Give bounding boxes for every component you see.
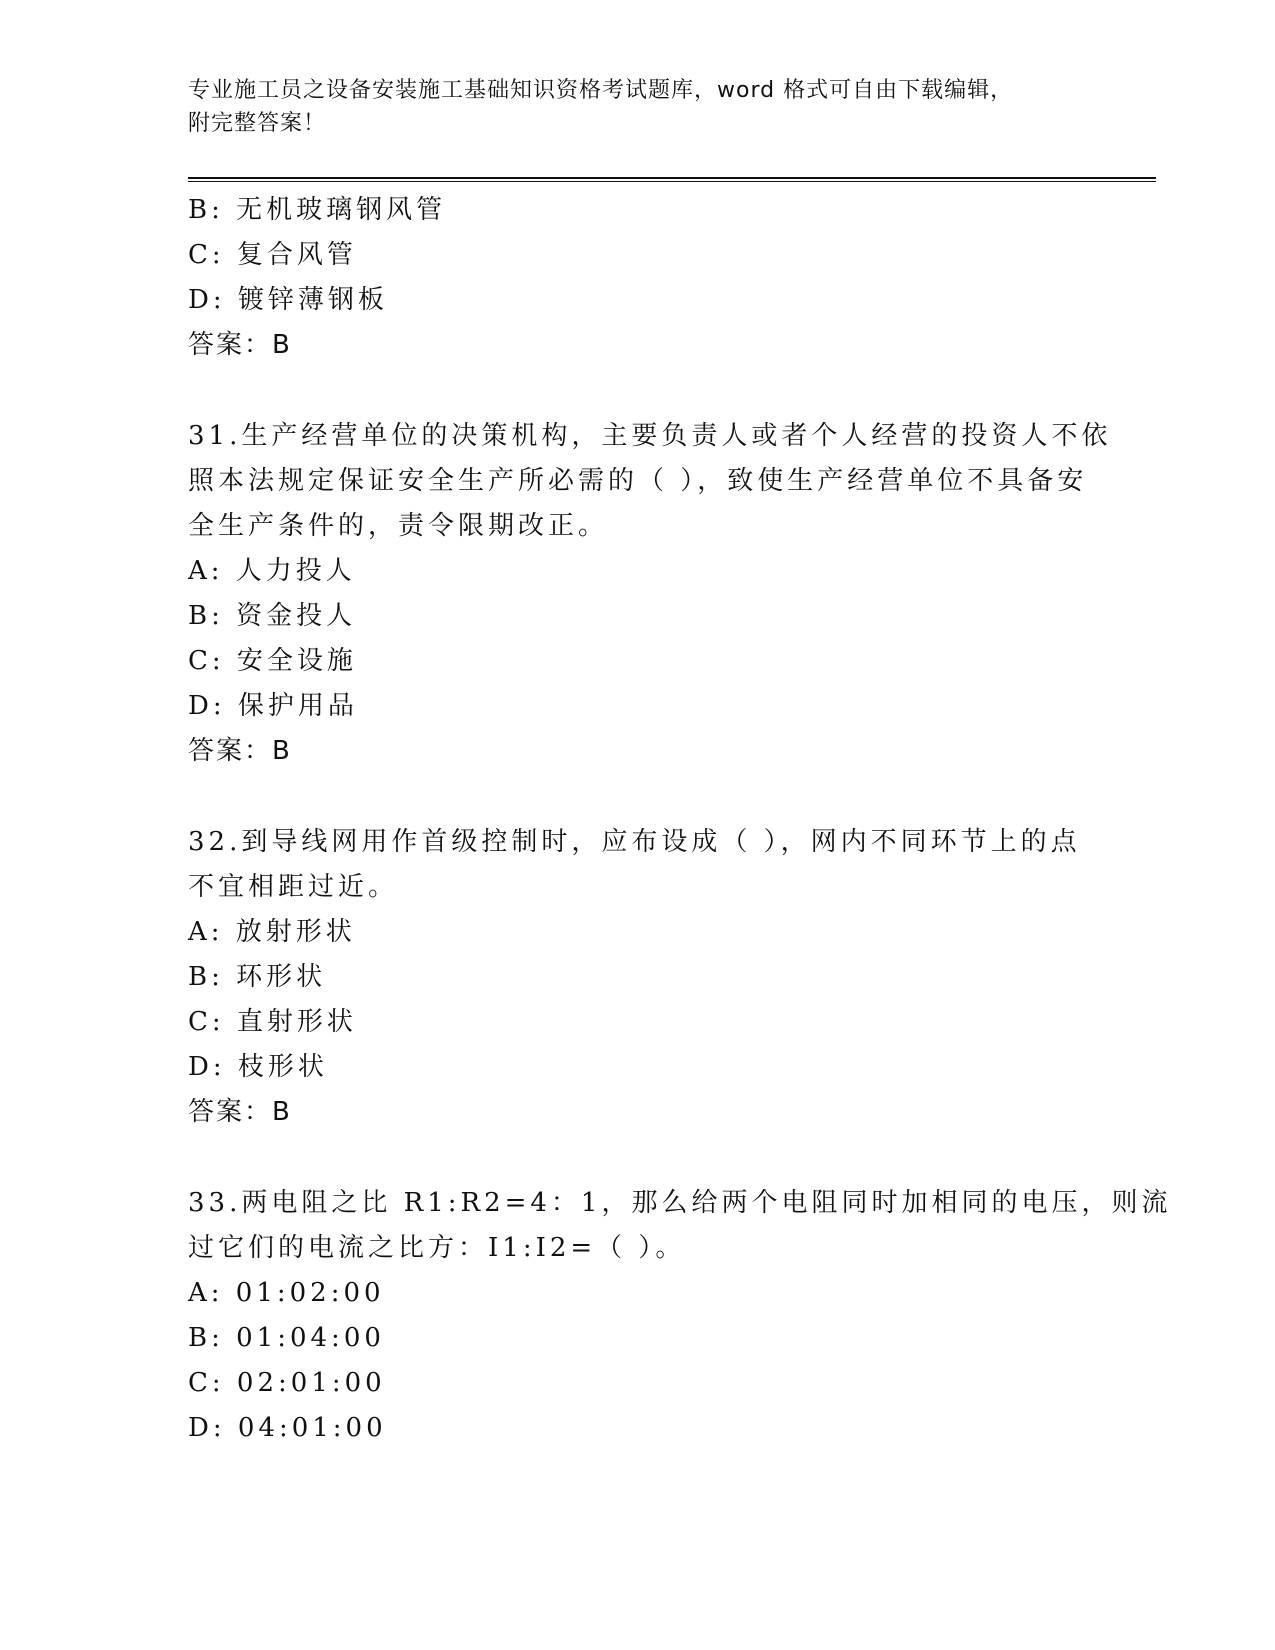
- q32-stem-line-1: 32.到导线网用作首级控制时，应布设成（ ），网内不同环节上的点: [188, 827, 1081, 857]
- q31-option-b: B: 资金投人: [188, 601, 357, 631]
- q33-stem-line-2: 过它们的电流之比方：I1:I2=（ ）。: [188, 1233, 686, 1263]
- q32-answer: 答案：B: [188, 1097, 292, 1127]
- q33-option-b: B: 01:04:00: [188, 1323, 385, 1353]
- q32-stem-line-2: 不宜相距过近。: [188, 872, 399, 902]
- q32-option-b: B: 环形状: [188, 962, 327, 992]
- q31-stem-line-1: 31.生产经营单位的决策机构，主要负责人或者个人经营的投资人不依: [188, 421, 1112, 451]
- header-line-2: 附完整答案！: [188, 111, 327, 136]
- header-line-1: 专业施工员之设备安装施工基础知识资格考试题库，word 格式可自由下载编辑，: [188, 78, 1014, 103]
- q32-option-d: D: 枝形状: [188, 1052, 328, 1082]
- q31-stem-line-3: 全生产条件的，责令限期改正。: [188, 511, 609, 541]
- q33-option-d: D: 04:01:00: [188, 1413, 387, 1443]
- prev-question-option-b: B: 无机玻璃钢风管: [188, 195, 447, 225]
- prev-question-option-c: C: 复合风管: [188, 240, 357, 270]
- q32-option-a: A: 放射形状: [188, 917, 356, 947]
- q33-option-a: A: 01:02:00: [188, 1278, 385, 1308]
- q31-answer: 答案：B: [188, 736, 292, 766]
- prev-question-answer: 答案：B: [188, 330, 292, 360]
- document-header: [188, 74, 1088, 140]
- q33-stem-line-1: 33.两电阻之比 R1:R2=4：1，那么给两个电阻同时加相同的电压，则流: [188, 1188, 1172, 1218]
- q31-option-c: C: 安全设施: [188, 646, 357, 676]
- q31-stem-line-2: 照本法规定保证安全生产所必需的（ ），致使生产经营单位不具备安: [188, 466, 1088, 496]
- prev-question-option-d: D: 镀锌薄钢板: [188, 285, 388, 315]
- q31-option-a: A: 人力投人: [188, 556, 356, 586]
- q33-option-c: C: 02:01:00: [188, 1368, 386, 1398]
- q32-option-c: C: 直射形状: [188, 1007, 357, 1037]
- header-divider: [188, 177, 1156, 182]
- q31-option-d: D: 保护用品: [188, 691, 358, 721]
